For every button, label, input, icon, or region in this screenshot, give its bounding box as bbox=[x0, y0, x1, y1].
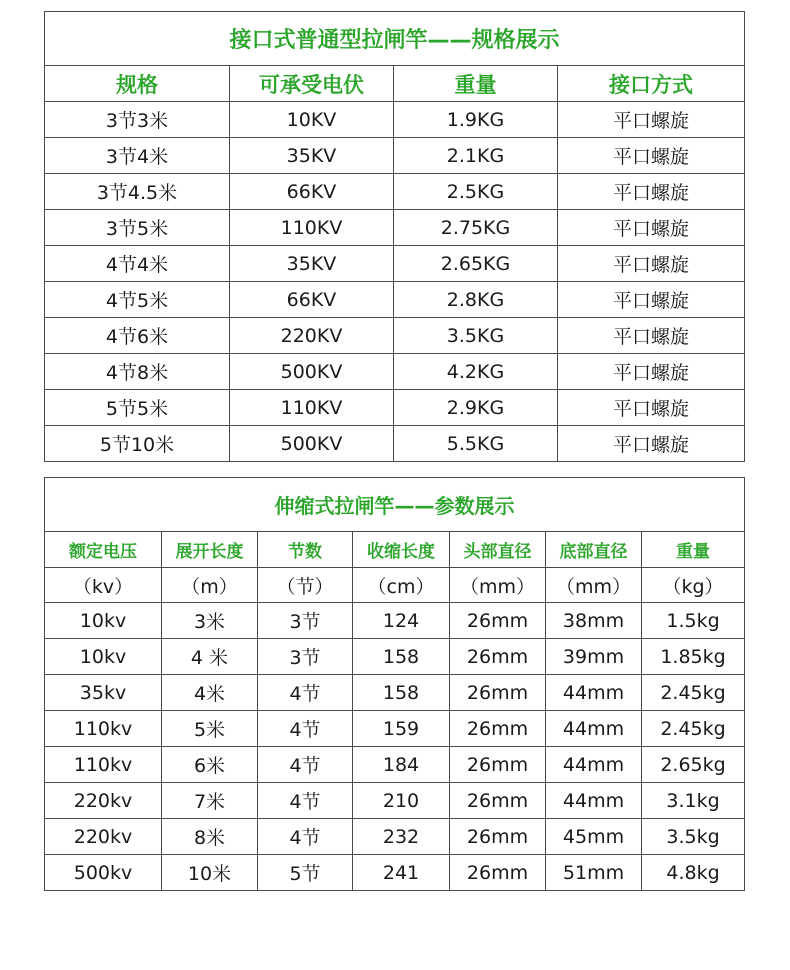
table2-row-cell: 10kv bbox=[45, 639, 162, 675]
table1-header-weight: 重量 bbox=[394, 66, 558, 102]
table2-row-cell: 4.8kg bbox=[642, 855, 745, 891]
table2-row-cell: 44mm bbox=[546, 711, 642, 747]
table2-header-extended-length: 展开长度 bbox=[162, 532, 258, 568]
table1-row-cell: 5节10米 bbox=[45, 426, 230, 462]
table1-row-cell: 500KV bbox=[230, 354, 394, 390]
table2-title: 伸缩式拉闸竿——参数展示 bbox=[45, 478, 745, 532]
table1-row-cell: 平口螺旋 bbox=[558, 282, 745, 318]
table2-unit: （m） bbox=[162, 568, 258, 603]
table1-title: 接口式普通型拉闸竿——规格展示 bbox=[45, 12, 745, 66]
table2-row-cell: 26mm bbox=[450, 603, 546, 639]
table2-row-cell: 51mm bbox=[546, 855, 642, 891]
table2-row-cell: 6米 bbox=[162, 747, 258, 783]
table2-row bbox=[45, 855, 745, 891]
table2-row-cell: 220kv bbox=[45, 783, 162, 819]
table2-row-cell: 3.1kg bbox=[642, 783, 745, 819]
table2-row-cell: 3节 bbox=[258, 603, 353, 639]
table2-row-cell: 8米 bbox=[162, 819, 258, 855]
table2-row-cell: 158 bbox=[353, 639, 450, 675]
table2-row bbox=[45, 711, 745, 747]
table2-row-cell: 110kv bbox=[45, 747, 162, 783]
table1-row-cell: 66KV bbox=[230, 282, 394, 318]
table2-row-cell: 44mm bbox=[546, 747, 642, 783]
table1-row-cell: 2.9KG bbox=[394, 390, 558, 426]
table2-unit: （mm） bbox=[450, 568, 546, 603]
table1-row bbox=[45, 138, 745, 174]
table2-row-cell: 1.85kg bbox=[642, 639, 745, 675]
table1-row-cell: 平口螺旋 bbox=[558, 246, 745, 282]
table1-row-cell: 平口螺旋 bbox=[558, 210, 745, 246]
table2-header-sections: 节数 bbox=[258, 532, 353, 568]
table2-row-cell: 26mm bbox=[450, 747, 546, 783]
table2-row-cell: 4节 bbox=[258, 819, 353, 855]
table2-row-cell: 4节 bbox=[258, 783, 353, 819]
table2-header-retracted-length: 收缩长度 bbox=[353, 532, 450, 568]
table1-row-cell: 500KV bbox=[230, 426, 394, 462]
table2-row-cell: 39mm bbox=[546, 639, 642, 675]
table2-row-cell: 158 bbox=[353, 675, 450, 711]
spec-table-telescopic bbox=[44, 477, 745, 891]
table1-row-cell: 4节8米 bbox=[45, 354, 230, 390]
table2-row-cell: 38mm bbox=[546, 603, 642, 639]
table1-row-cell: 4节4米 bbox=[45, 246, 230, 282]
table2-row-cell: 2.65kg bbox=[642, 747, 745, 783]
table1-row-cell: 3节3米 bbox=[45, 102, 230, 138]
table1-row-cell: 2.65KG bbox=[394, 246, 558, 282]
table1-row-cell: 平口螺旋 bbox=[558, 174, 745, 210]
table2-unit: （节） bbox=[258, 568, 353, 603]
table1-row-cell: 3.5KG bbox=[394, 318, 558, 354]
spec-table-plug-type bbox=[44, 11, 745, 462]
table1-row bbox=[45, 354, 745, 390]
table1-row bbox=[45, 174, 745, 210]
table1-row-cell: 110KV bbox=[230, 210, 394, 246]
table2-row-cell: 159 bbox=[353, 711, 450, 747]
table2-unit: （mm） bbox=[546, 568, 642, 603]
table1-row bbox=[45, 282, 745, 318]
table2-unit: （kg） bbox=[642, 568, 745, 603]
table2-header-rated-voltage: 额定电压 bbox=[45, 532, 162, 568]
table1-row-cell: 4节6米 bbox=[45, 318, 230, 354]
table1-row-cell: 35KV bbox=[230, 138, 394, 174]
table1-row-cell: 平口螺旋 bbox=[558, 318, 745, 354]
table1-row-cell: 5.5KG bbox=[394, 426, 558, 462]
table2-unit: （cm） bbox=[353, 568, 450, 603]
table2-row-cell: 184 bbox=[353, 747, 450, 783]
table1-row bbox=[45, 318, 745, 354]
table1-row-cell: 4节5米 bbox=[45, 282, 230, 318]
table2-row-cell: 500kv bbox=[45, 855, 162, 891]
table2-row-cell: 4节 bbox=[258, 747, 353, 783]
table2-row bbox=[45, 675, 745, 711]
table1-row-cell: 平口螺旋 bbox=[558, 102, 745, 138]
table2-row-cell: 26mm bbox=[450, 675, 546, 711]
table1-header-voltage: 可承受电伏 bbox=[230, 66, 394, 102]
table1-row-cell: 66KV bbox=[230, 174, 394, 210]
table1-row-cell: 2.8KG bbox=[394, 282, 558, 318]
table2-row bbox=[45, 747, 745, 783]
table1-row-cell: 3节4.5米 bbox=[45, 174, 230, 210]
table2-row bbox=[45, 783, 745, 819]
table1-header-interface: 接口方式 bbox=[558, 66, 745, 102]
table2-row-cell: 2.45kg bbox=[642, 675, 745, 711]
table1-row bbox=[45, 102, 745, 138]
table1-row-cell: 平口螺旋 bbox=[558, 138, 745, 174]
table2-row-cell: 44mm bbox=[546, 783, 642, 819]
table2-row-cell: 3米 bbox=[162, 603, 258, 639]
table2-row-cell: 26mm bbox=[450, 639, 546, 675]
table2-header-head-diameter: 头部直径 bbox=[450, 532, 546, 568]
table1-row-cell: 4.2KG bbox=[394, 354, 558, 390]
table1-row bbox=[45, 390, 745, 426]
table2-row-cell: 220kv bbox=[45, 819, 162, 855]
table2-row-cell: 4节 bbox=[258, 711, 353, 747]
table1-header-spec: 规格 bbox=[45, 66, 230, 102]
table2-row-cell: 26mm bbox=[450, 819, 546, 855]
table2-row-cell: 26mm bbox=[450, 711, 546, 747]
table2-row-cell: 3节 bbox=[258, 639, 353, 675]
table2-row bbox=[45, 819, 745, 855]
table1-row-cell: 110KV bbox=[230, 390, 394, 426]
table2-row-cell: 26mm bbox=[450, 855, 546, 891]
table2-row-cell: 210 bbox=[353, 783, 450, 819]
table2-row bbox=[45, 639, 745, 675]
table2-row-cell: 10米 bbox=[162, 855, 258, 891]
table2-row-cell: 2.45kg bbox=[642, 711, 745, 747]
table1-row bbox=[45, 246, 745, 282]
table1-row-cell: 10KV bbox=[230, 102, 394, 138]
table2-row-cell: 45mm bbox=[546, 819, 642, 855]
table2-row-cell: 4米 bbox=[162, 675, 258, 711]
table2-row-cell: 5米 bbox=[162, 711, 258, 747]
table1-row-cell: 2.5KG bbox=[394, 174, 558, 210]
table2-row-cell: 4节 bbox=[258, 675, 353, 711]
table1-row-cell: 220KV bbox=[230, 318, 394, 354]
table1-row-cell: 平口螺旋 bbox=[558, 390, 745, 426]
table2-row-cell: 7米 bbox=[162, 783, 258, 819]
table2-row-cell: 4 米 bbox=[162, 639, 258, 675]
table2-row-cell: 3.5kg bbox=[642, 819, 745, 855]
table2-row-cell: 26mm bbox=[450, 783, 546, 819]
table2-row-cell: 10kv bbox=[45, 603, 162, 639]
table1-row-cell: 平口螺旋 bbox=[558, 426, 745, 462]
table1-row-cell: 2.1KG bbox=[394, 138, 558, 174]
table1-row-cell: 平口螺旋 bbox=[558, 354, 745, 390]
table2-unit: （kv） bbox=[45, 568, 162, 603]
table2-row-cell: 5节 bbox=[258, 855, 353, 891]
table2-header-base-diameter: 底部直径 bbox=[546, 532, 642, 568]
table2-row-cell: 124 bbox=[353, 603, 450, 639]
table1-row bbox=[45, 426, 745, 462]
table2-row-cell: 44mm bbox=[546, 675, 642, 711]
table1-row-cell: 2.75KG bbox=[394, 210, 558, 246]
table1-row-cell: 35KV bbox=[230, 246, 394, 282]
table1-row-cell: 3节5米 bbox=[45, 210, 230, 246]
table2-row-cell: 110kv bbox=[45, 711, 162, 747]
table1-row-cell: 5节5米 bbox=[45, 390, 230, 426]
table2-row-cell: 232 bbox=[353, 819, 450, 855]
table1-row-cell: 3节4米 bbox=[45, 138, 230, 174]
table2-header-weight: 重量 bbox=[642, 532, 745, 568]
table1-row bbox=[45, 210, 745, 246]
table2-row-cell: 1.5kg bbox=[642, 603, 745, 639]
table2-row bbox=[45, 603, 745, 639]
table2-row-cell: 35kv bbox=[45, 675, 162, 711]
table1-row-cell: 1.9KG bbox=[394, 102, 558, 138]
table2-row-cell: 241 bbox=[353, 855, 450, 891]
